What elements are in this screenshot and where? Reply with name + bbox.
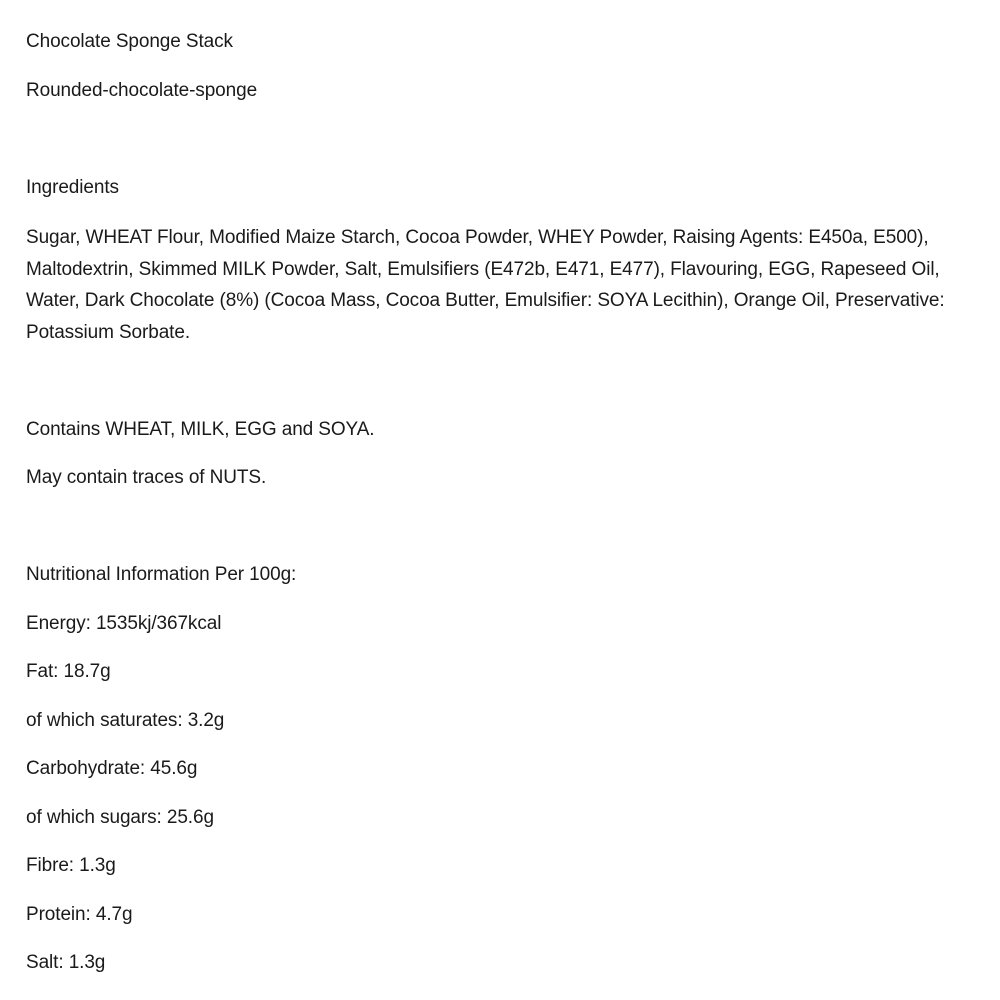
nutrition-energy: Energy: 1535kj/367kcal bbox=[26, 613, 222, 634]
nutrition-salt: Salt: 1.3g bbox=[26, 952, 106, 973]
product-slug: Rounded-chocolate-sponge bbox=[26, 80, 258, 101]
ingredients-heading: Ingredients bbox=[26, 177, 119, 198]
allergen-contains: Contains WHEAT, MILK, EGG and SOYA. bbox=[26, 419, 375, 440]
ingredients-text: Sugar, WHEAT Flour, Modified Maize Starch, Cocoa Powder, WHEY Powder, Raising Agents: E450a, E500), Maltodextrin, Skimmed MILK Powder, Salt, Emulsifiers (E472b, E471, E477), Flavouring, EGG, Rapeseed Oil, Water, Dark Chocolate (8%) (Cocoa Mass, Cocoa Butter, Emulsifier: SOYA Lecithin), Orange Oil, Preservative: Potassium Sorbate. bbox=[26, 227, 945, 343]
nutrition-sugars: of which sugars: 25.6g bbox=[26, 807, 214, 828]
product-name: Chocolate Sponge Stack bbox=[26, 31, 233, 52]
allergen-may-contain: May contain traces of NUTS. bbox=[26, 467, 267, 488]
nutrition-fibre: Fibre: 1.3g bbox=[26, 855, 116, 876]
nutrition-carbohydrate: Carbohydrate: 45.6g bbox=[26, 758, 198, 779]
nutrition-fat: Fat: 18.7g bbox=[26, 661, 111, 682]
nutrition-saturates: of which saturates: 3.2g bbox=[26, 710, 225, 731]
nutrition-heading: Nutritional Information Per 100g: bbox=[26, 564, 297, 585]
nutrition-protein: Protein: 4.7g bbox=[26, 904, 133, 925]
